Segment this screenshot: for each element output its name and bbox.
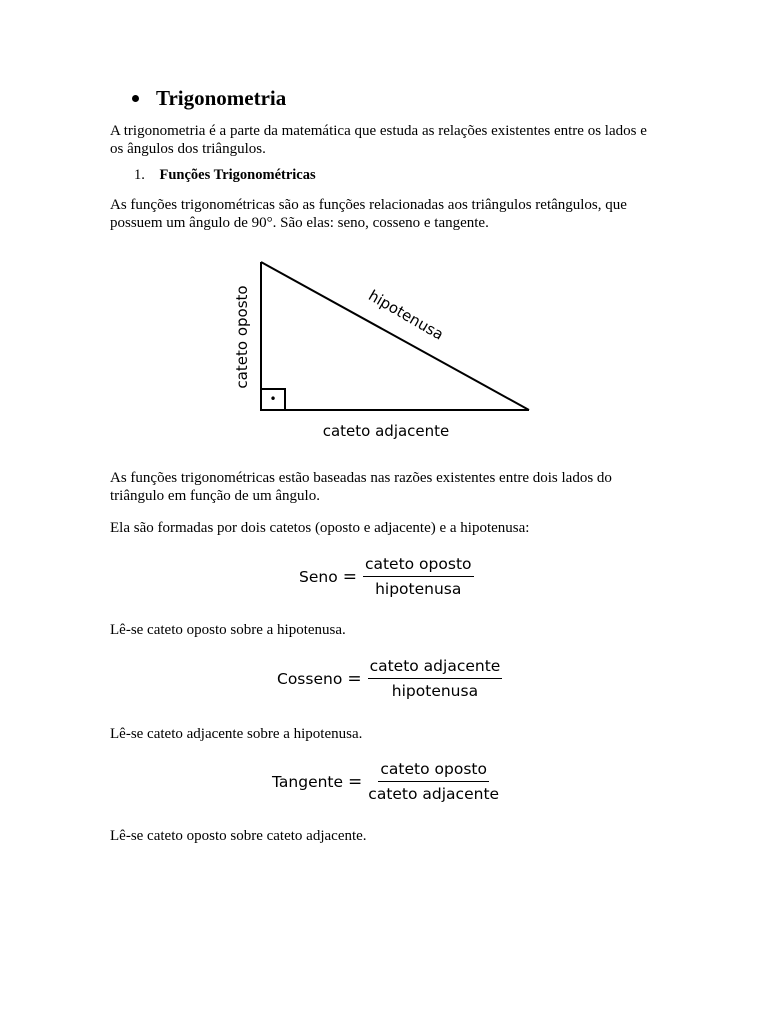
equals-sign: = [347,668,362,689]
functions-paragraph: As funções trigonométricas são as funções relacionadas aos triângulos retângulos, que possuem um ângulo de 90°. São elas: seno, cosseno e tangente. [110,197,627,231]
subsection-heading [134,167,316,184]
hypotenuse-side [261,262,529,410]
seno-reading: Lê-se cateto oposto sobre a hipotenusa. [110,622,346,638]
tangente-reading: Lê-se cateto oposto sobre cateto adjacente. [110,828,367,844]
fraction [368,760,499,803]
label-cateto-oposto: cateto oposto [233,285,251,389]
label-hipotenusa: hipotenusa [365,286,447,344]
fraction-denominator: hipotenusa [391,682,479,700]
formula-tangente-name: Tangente [272,772,344,791]
bullet-icon [132,95,139,102]
formula-seno-name: Seno [299,567,338,586]
fraction-denominator: cateto adjacente [368,785,500,803]
fraction [363,555,474,598]
fraction-numerator: cateto adjacente [368,657,503,679]
formula-cosseno-name: Cosseno [277,669,343,688]
formula-seno [299,555,474,598]
equals-sign: = [342,566,357,587]
formed-by-paragraph: Ela são formadas por dois catetos (oposto e adjacente) e a hipotenusa: [110,520,530,536]
fraction [368,657,503,700]
equals-sign: = [348,771,363,792]
right-triangle-diagram [220,250,550,450]
formula-cosseno [277,657,502,700]
subsection-number: 1. [134,167,145,183]
subsection-title: Funções Trigonométricas [159,167,316,183]
section-title: Trigonometria [156,86,287,110]
ratios-paragraph: As funções trigonométricas estão baseadas nas razões existentes entre dois lados do triângulo em função de um ângulo. [110,470,612,504]
right-angle-dot: • [269,392,277,406]
intro-paragraph: A trigonometria é a parte da matemática que estuda as relações existentes entre os lados e os ângulos dos triângulos. [110,123,647,157]
cosseno-reading: Lê-se cateto adjacente sobre a hipotenusa. [110,726,363,742]
section-heading [132,86,286,111]
fraction-numerator: cateto oposto [378,760,489,782]
fraction-denominator: hipotenusa [375,580,462,598]
formula-tangente [272,760,499,803]
label-cateto-adjacente: cateto adjacente [322,422,450,440]
fraction-numerator: cateto oposto [363,555,474,577]
